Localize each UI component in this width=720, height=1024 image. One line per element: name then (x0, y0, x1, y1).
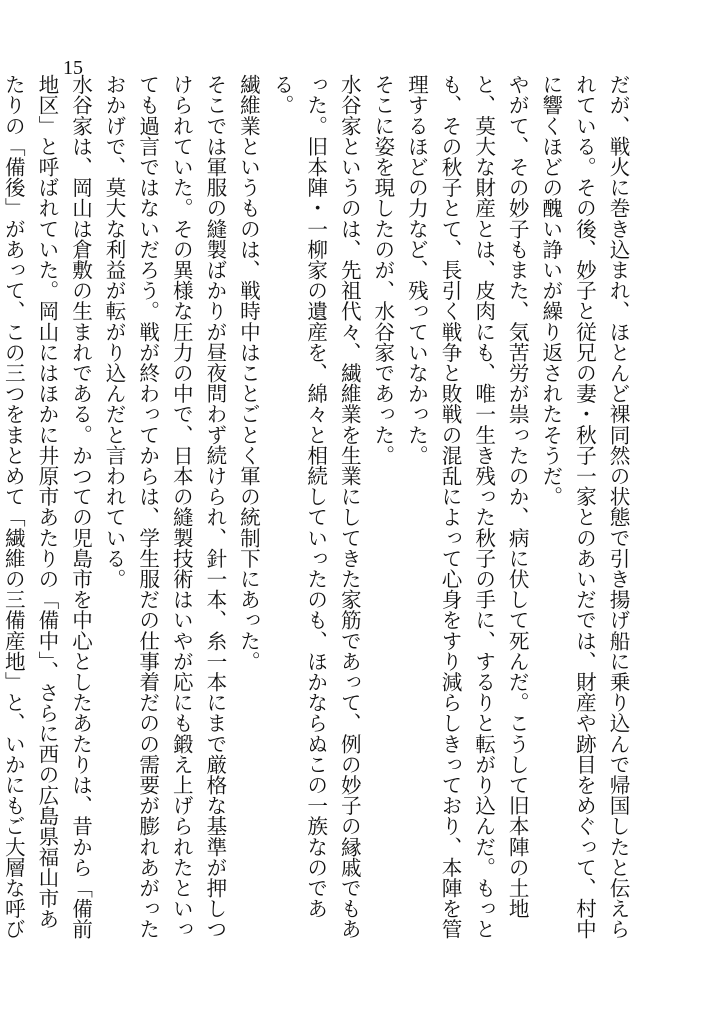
paragraph: そこに姿を現したのが、水谷家であった。 (370, 74, 395, 466)
paragraph: 水谷家というのは、先祖代々、繊維業を生業にしてきた家筋であって、例の妙子の縁戚でもあった。旧本陣・一柳家の遺産を、綿々と相続していったのも、ほかならぬこの一族なのである。 (270, 74, 362, 940)
page-number: 15 (63, 57, 83, 79)
paragraph: 繊維業というものは、戦時中はことごとく軍の統制下にあった。 (236, 74, 261, 672)
paragraph: やがて、その妙子もまた、気苦労が祟ったのか、病に伏して死んだ。こうして旧本陣の土地と、莫大な財産とは、皮肉にも、唯一生き残った秋子の手に、するりと転がり込んだ。もっとも、その秋子とて、長引く戦争と敗戦の混乱によって心身をすり減らしきっており、本陣を管理するほどの力など、残っていなかった。 (404, 74, 530, 940)
paragraph: 水谷家は、岡山は倉敷の生まれである。かつての児島市を中心としたあたりは、昔から「備前地区」と呼ばれていた。岡山にはほかに井原市あたりの「備中」、さらに西の広島県福山市あたりの「備後」があって、この三つをまとめて「繊維の三備産地」と、いかにもご大層な呼び (1, 74, 93, 940)
vertical-text-block (1, 74, 634, 949)
paragraph: だが、戦火に巻き込まれ、ほとんど裸同然の状態で引き揚げ船に乗り込んで帰国したと伝えられている。その後、妙子と従兄の妻・秋子一家とのあいだでは、財産や跡目をめぐって、村中に響くほどの醜い諍いが繰り返されたそうだ。 (538, 74, 630, 940)
paragraph: そこでは軍服の縫製ばかりが昼夜問わず続けられ、針一本、糸一本にまで厳格な基準が押しつけられていた。その異様な圧力の中で、日本の縫製技術はいやが応にも鍛え上げられたといっても過言ではないだろう。戦が終わってからは、学生服だの仕事着だのの需要が膨れあがったおかげで、莫大な利益が転がり込んだと言われている。 (102, 74, 227, 940)
